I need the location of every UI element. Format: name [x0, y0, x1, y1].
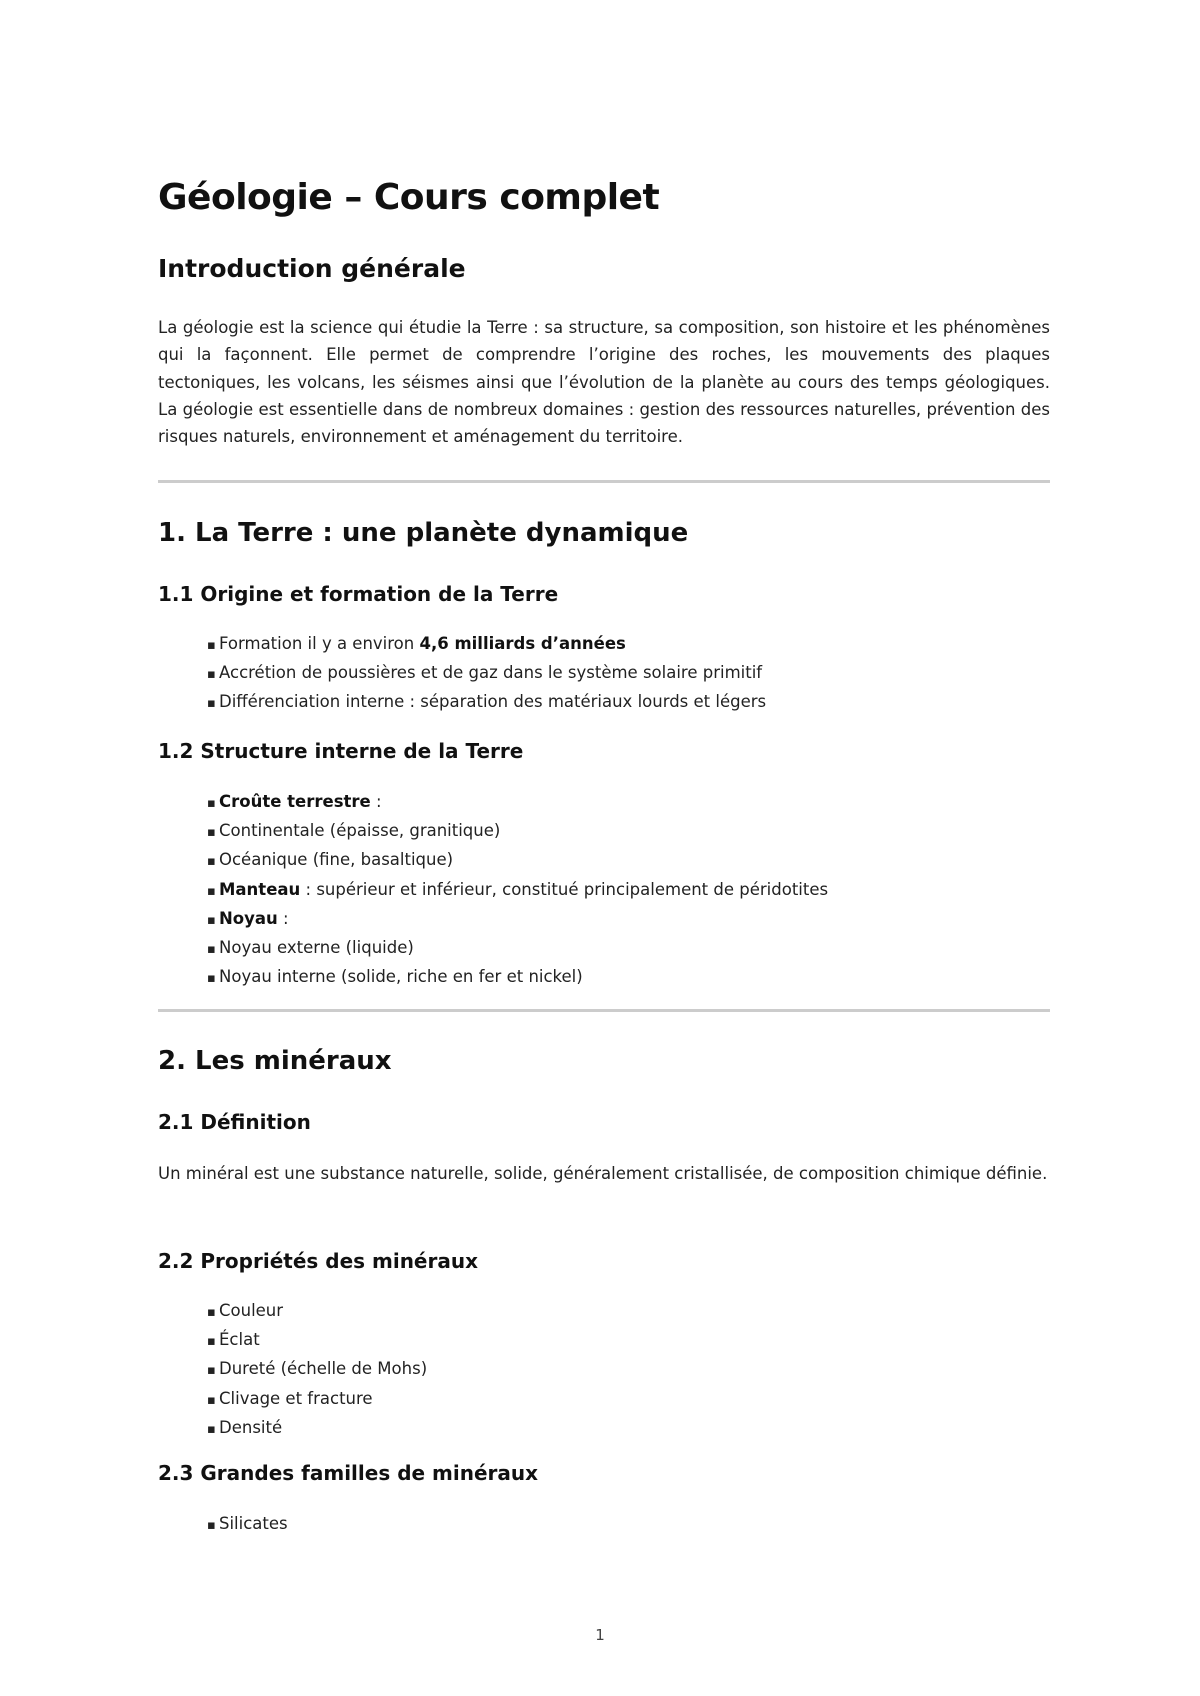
- bullet-icon: ▪: [207, 796, 216, 811]
- list-item: [207, 788, 828, 817]
- definition-paragraph: Un minéral est une substance naturelle, solide, généralement cristallisée, de composition chimique définie.: [158, 1164, 1048, 1183]
- bullet-icon: ▪: [207, 1421, 216, 1437]
- list-item: [207, 817, 828, 846]
- list-item: [207, 688, 766, 717]
- subsection-2-1-heading: 2.1 Définition: [158, 1110, 311, 1134]
- list-item-text: Éclat: [219, 1330, 260, 1350]
- document-page: [158, 0, 1050, 1696]
- list-item-text: :: [277, 908, 289, 928]
- intro-paragraph: La géologie est la science qui étudie la Terre : sa structure, sa composition, son histoire et les phénomènes qui la façonnent. Elle permet de comprendre l’origine des roches, les mouvements des plaques tectoniques, les volcans, les séismes ainsi que l’évolution de la planète au cours des temps géologiques. La géologie est essentielle dans de nombreux domaines : gestion des ressources naturelles, prévention des risques naturels, environnement et aménagement du territoire.: [158, 318, 1050, 447]
- section-divider: [158, 480, 1050, 483]
- list-item-text: Dureté (échelle de Mohs): [219, 1359, 428, 1379]
- list-item-text: Noyau interne (solide, riche en fer et nickel): [219, 967, 583, 987]
- bullet-icon: ▪: [207, 1305, 216, 1320]
- structure-list: [207, 788, 828, 992]
- bullet-icon: ▪: [207, 1363, 216, 1379]
- list-item: [207, 1385, 427, 1414]
- bullet-icon: ▪: [207, 971, 216, 987]
- bullet-icon: ▪: [207, 696, 216, 712]
- properties-list: [207, 1297, 427, 1443]
- list-item: [207, 1326, 427, 1355]
- list-item-text: : supérieur et inférieur, constitué principalement de péridotites: [300, 879, 829, 899]
- list-item: [207, 905, 828, 934]
- bullet-icon: ▪: [207, 667, 216, 683]
- list-item: [207, 846, 828, 875]
- list-item-text: Océanique (fine, basaltique): [219, 850, 454, 870]
- subsection-1-2-heading: 1.2 Structure interne de la Terre: [158, 739, 524, 763]
- bullet-icon: ▪: [207, 883, 216, 899]
- list-item: [207, 659, 766, 688]
- list-item: [207, 1510, 288, 1539]
- list-item: [207, 876, 828, 905]
- bullet-icon: ▪: [207, 1392, 216, 1408]
- bullet-icon: ▪: [207, 638, 216, 653]
- list-item: [207, 963, 828, 992]
- bullet-icon: ▪: [207, 854, 216, 870]
- intro-heading: Introduction générale: [158, 254, 466, 283]
- section-1-heading: 1. La Terre : une planète dynamique: [158, 518, 689, 548]
- families-list: [207, 1510, 288, 1539]
- list-item-text: Noyau externe (liquide): [219, 938, 414, 958]
- list-item-bold-text: Croûte terrestre: [219, 792, 371, 811]
- subsection-2-2-heading: 2.2 Propriétés des minéraux: [158, 1249, 478, 1273]
- section-2-heading: 2. Les minéraux: [158, 1046, 392, 1076]
- bullet-icon: ▪: [207, 1334, 216, 1350]
- list-item-text: Différenciation interne : séparation des matériaux lourds et légers: [219, 692, 767, 712]
- list-item: [207, 934, 828, 963]
- list-item-bold-text: Manteau: [219, 879, 301, 899]
- list-item-text: Silicates: [219, 1514, 288, 1533]
- list-item-text: Couleur: [219, 1301, 284, 1320]
- list-item: [207, 1297, 427, 1326]
- page-number: 1: [595, 1626, 605, 1644]
- list-item: [207, 1355, 427, 1384]
- bullet-icon: ▪: [207, 825, 216, 841]
- list-item-text: Accrétion de poussières et de gaz dans le système solaire primitif: [219, 663, 763, 683]
- document-title: Géologie – Cours complet: [158, 177, 660, 218]
- subsection-2-3-heading: 2.3 Grandes familles de minéraux: [158, 1461, 539, 1485]
- list-item-text: Formation il y a environ: [219, 634, 420, 653]
- bullet-icon: ▪: [207, 912, 216, 928]
- bullet-icon: ▪: [207, 942, 216, 958]
- list-item-bold-text: Noyau: [219, 908, 278, 928]
- origin-list: [207, 630, 766, 718]
- list-item-text: Continentale (épaisse, granitique): [219, 821, 501, 841]
- list-item-text: Densité: [219, 1417, 283, 1437]
- list-item-text: Clivage et fracture: [219, 1388, 373, 1408]
- bullet-icon: ▪: [207, 1518, 216, 1533]
- list-item: [207, 1414, 427, 1443]
- list-item-text: :: [370, 792, 382, 811]
- list-item: [207, 630, 766, 659]
- subsection-1-1-heading: 1.1 Origine et formation de la Terre: [158, 582, 559, 606]
- list-item-bold-text: 4,6 milliards d’années: [419, 634, 626, 653]
- section-divider: [158, 1009, 1050, 1012]
